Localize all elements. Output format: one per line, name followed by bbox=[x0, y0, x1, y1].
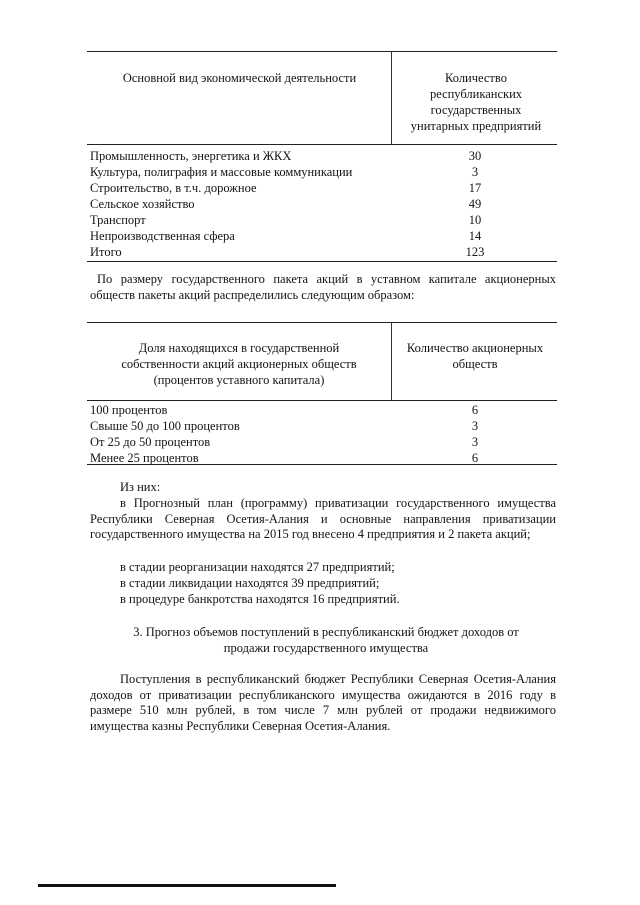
status-line-bankruptcy: в процедуре банкротства находятся 16 предприятий. bbox=[120, 592, 400, 606]
table2-column-divider bbox=[391, 322, 392, 400]
table-row-total bbox=[90, 244, 560, 260]
row-activity: Строительство, в т.ч. дорожное bbox=[90, 181, 257, 195]
revenue-forecast-paragraph: Поступления в республиканский бюджет Республики Северная Осетия-Алания доходов от приватизации республиканского имущества ожидаются в 2016 году в размере 510 млн рублей, в том числе 7 млн рублей от продажи недвижимого имущества казны Республики Северная Осетия-Алания. bbox=[90, 672, 556, 733]
row-count: 14 bbox=[468, 229, 482, 243]
table-row bbox=[90, 402, 560, 418]
row-count: 123 bbox=[465, 245, 485, 259]
row-count: 3 bbox=[471, 419, 479, 433]
privatization-plan-paragraph: в Прогнозный план (программу) приватизации государственного имущества Республики Северная Осетия-Алания и основные направления приватизации государственного имущества на 2015 год внесено 4 предприятия и 2 пакета акций; bbox=[90, 496, 556, 541]
of-them-label: Из них: bbox=[120, 480, 161, 494]
row-count: 30 bbox=[468, 149, 482, 163]
table1-header-activity: Основной вид экономической деятельности bbox=[122, 71, 357, 85]
row-share: 100 процентов bbox=[90, 403, 168, 417]
table1-bottom-rule bbox=[87, 261, 557, 262]
row-activity: Итого bbox=[90, 245, 122, 259]
row-activity: Сельское хозяйство bbox=[90, 197, 195, 211]
row-count: 3 bbox=[471, 165, 479, 179]
row-count: 3 bbox=[471, 435, 479, 449]
table-row bbox=[90, 212, 560, 228]
status-line-liquidation: в стадии ликвидации находятся 39 предприятий; bbox=[120, 576, 380, 590]
row-count: 10 bbox=[468, 213, 482, 227]
table-row bbox=[90, 164, 560, 180]
section-heading: 3. Прогноз объемов поступлений в республиканский бюджет доходов от продажи государственного имущества bbox=[133, 625, 519, 655]
row-activity: Непроизводственная сфера bbox=[90, 229, 235, 243]
table-row bbox=[90, 180, 560, 196]
status-line-reorganization: в стадии реорганизации находятся 27 предприятий; bbox=[120, 560, 395, 574]
table2-body bbox=[90, 402, 560, 466]
row-activity: Промышленность, энергетика и ЖКХ bbox=[90, 149, 292, 163]
table2-header-rule bbox=[87, 400, 557, 401]
shares-intro-paragraph: По размеру государственного пакета акций в уставном капитале акционерных обществ пакеты акций распределились следующим образом: bbox=[90, 272, 556, 302]
table-row bbox=[90, 148, 560, 164]
bottom-scan-line bbox=[38, 884, 336, 887]
table-row bbox=[90, 196, 560, 212]
table1-body bbox=[90, 148, 560, 263]
table1-column-divider bbox=[391, 51, 392, 144]
row-activity: Транспорт bbox=[90, 213, 146, 227]
row-count: 49 bbox=[468, 197, 482, 211]
row-count: 17 bbox=[468, 181, 482, 195]
table1-top-rule bbox=[87, 51, 557, 52]
row-share: Менее 25 процентов bbox=[90, 451, 199, 465]
row-activity: Культура, полиграфия и массовые коммуникации bbox=[90, 165, 353, 179]
table2-bottom-rule bbox=[87, 464, 557, 465]
table2-top-rule bbox=[87, 322, 557, 323]
table2-header-share: Доля находящихся в государственной собственности акций акционерных обществ (процентов уставного капитала) bbox=[121, 341, 357, 387]
row-share: От 25 до 50 процентов bbox=[90, 435, 211, 449]
table-row bbox=[90, 228, 560, 244]
row-share: Свыше 50 до 100 процентов bbox=[90, 419, 240, 433]
row-count: 6 bbox=[471, 403, 479, 417]
table-row bbox=[90, 434, 560, 450]
table2-header-count: Количество акционерных обществ bbox=[406, 341, 544, 371]
row-count: 6 bbox=[471, 451, 479, 465]
table-row bbox=[90, 418, 560, 434]
table1-header-rule bbox=[87, 144, 557, 145]
table1-header-count: Количество республиканских государственных унитарных предприятий bbox=[410, 71, 542, 133]
